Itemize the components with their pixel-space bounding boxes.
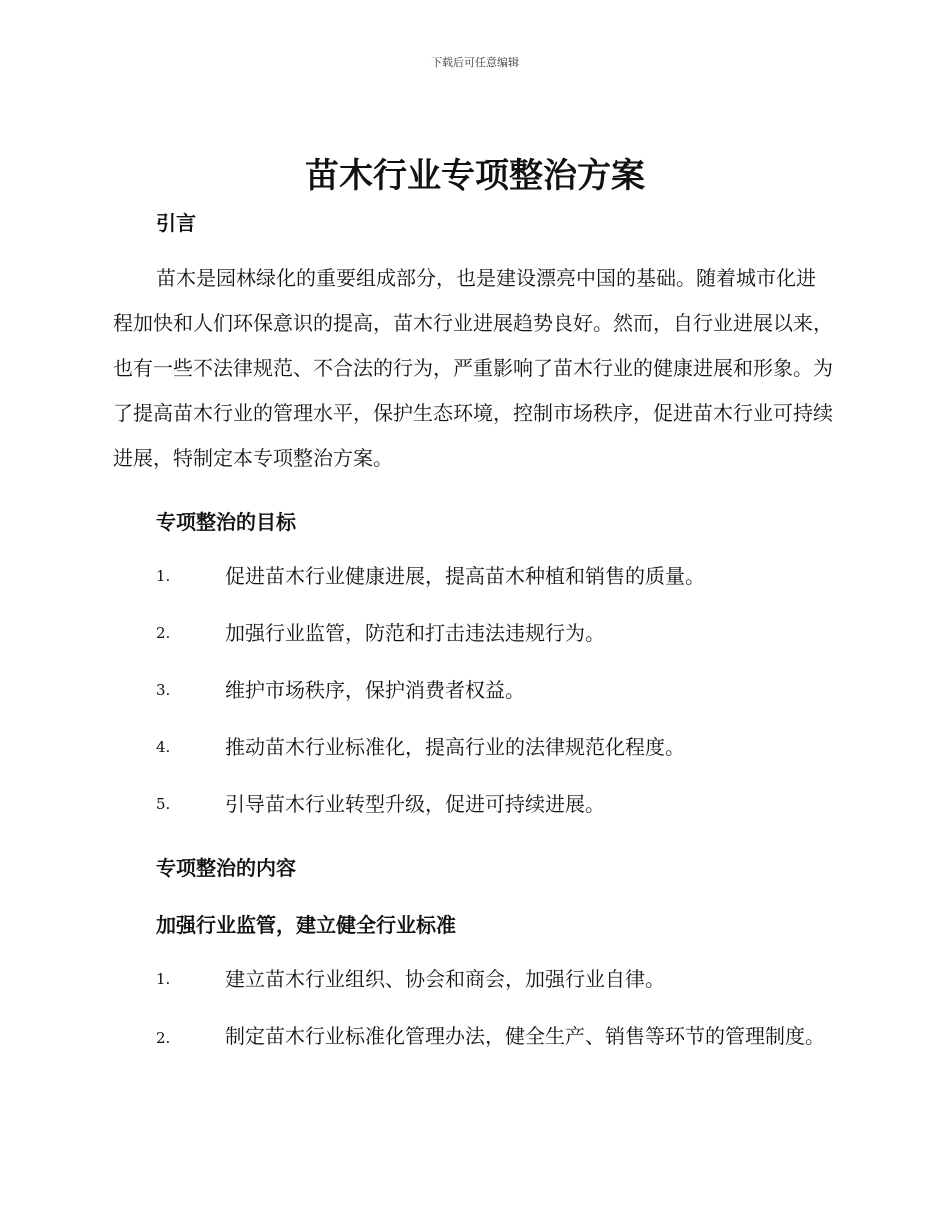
list-item: [113, 957, 835, 1002]
list-number: 3.: [156, 681, 171, 699]
list-item: [113, 725, 835, 770]
list-number: 1.: [156, 970, 171, 988]
document-body: [113, 203, 835, 1061]
content-heading: 专项整治的内容: [156, 856, 296, 880]
list-number: 4.: [156, 738, 171, 756]
list-text: 建立苗木行业组织、协会和商会，加强行业自律。: [225, 967, 665, 991]
goals-list: [113, 554, 835, 827]
list-text: 促进苗木行业健康进展，提高苗木种植和销售的质量。: [225, 564, 705, 588]
list-text: 加强行业监管，防范和打击违法违规行为。: [225, 621, 605, 645]
list-item: [113, 554, 835, 599]
list-item: [113, 782, 835, 827]
list-text: 推动苗木行业标准化，提高行业的法律规范化程度。: [225, 735, 685, 759]
list-number: 1.: [156, 567, 171, 585]
document-title: 苗木行业专项整治方案: [305, 156, 645, 196]
list-text: 制定苗木行业标准化管理办法，健全生产、销售等环节的管理制度。: [225, 1024, 825, 1048]
page-header: 下载后可任意编辑: [431, 56, 519, 69]
goals-heading: 专项整治的目标: [156, 510, 296, 534]
list-number: 2.: [156, 624, 171, 642]
list-number: 2.: [156, 1029, 171, 1047]
intro-paragraph: 苗木是园林绿化的重要组成部分，也是建设漂亮中国的基础。随着城市化进程加快和人们环保意识的提高，苗木行业进展趋势良好。然而，自行业进展以来，也有一些不法律规范、不合法的行为，严重影响了苗木行业的健康进展和形象。为了提高苗木行业的管理水平，保护生态环境，控制市场秩序，促进苗木行业可持续进展，特制定本专项整治方案。: [113, 266, 833, 470]
list-item: [113, 668, 835, 713]
intro-heading: 引言: [156, 211, 196, 235]
list-item: [113, 1014, 835, 1061]
list-text: 引导苗木行业转型升级，促进可持续进展。: [225, 792, 605, 816]
list-text: 维护市场秩序，保护消费者权益。: [225, 678, 525, 702]
sub-heading: 加强行业监管，建立健全行业标准: [156, 913, 456, 937]
list-item: [113, 611, 835, 656]
list-number: 5.: [156, 795, 171, 813]
content-list: [113, 957, 835, 1061]
